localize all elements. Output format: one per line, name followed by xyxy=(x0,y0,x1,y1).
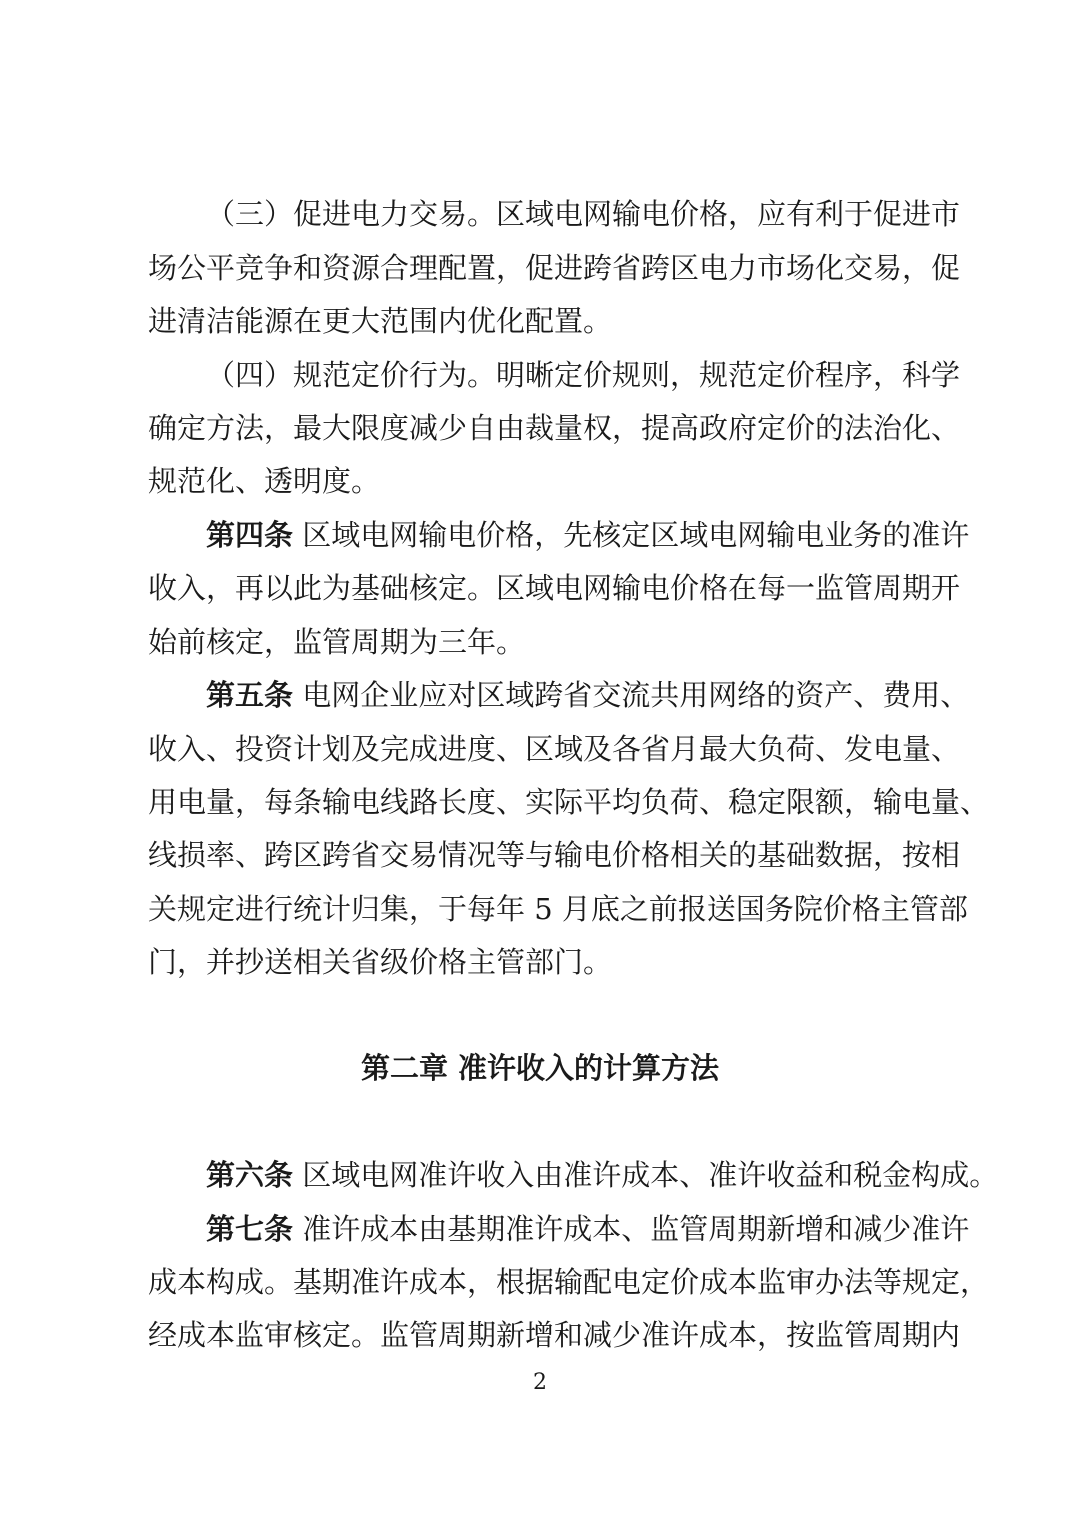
paragraph-3-line-1: （三）促进电力交易。区域电网输电价格，应有利于促进市 xyxy=(206,197,961,231)
article-5-line-3: 用电量，每条输电线路长度、实际平均负荷、稳定限额，输电量、 xyxy=(148,785,990,819)
paragraph-3-line-2: 场公平竞争和资源合理配置，促进跨省跨区电力市场化交易，促 xyxy=(148,251,961,285)
article-4-line-2: 收入，再以此为基础核定。区域电网输电价格在每一监管周期开 xyxy=(148,571,961,605)
article-5-line-4: 线损率、跨区跨省交易情况等与输电价格相关的基础数据，按相 xyxy=(148,838,961,872)
article-7-line-1 xyxy=(206,1209,970,1249)
page-number: 2 xyxy=(533,1370,547,1395)
paragraph-4-line-2: 确定方法，最大限度减少自由裁量权，提高政府定价的法治化、 xyxy=(148,411,961,445)
paragraph-3-line-3: 进清洁能源在更大范围内优化配置。 xyxy=(148,304,613,338)
chapter-title: 第二章 准许收入的计算方法 xyxy=(360,1051,720,1085)
article-7-text: 准许成本由基期准许成本、监管周期新增和减少准许 xyxy=(302,1212,970,1246)
article-7-line-3: 经成本监审核定。监管周期新增和减少准许成本，按监管周期内 xyxy=(148,1318,961,1352)
article-5-label: 第五条 xyxy=(206,678,294,712)
article-5-line-5: 关规定进行统计归集，于每年 5 月底之前报送国务院价格主管部 xyxy=(148,892,968,926)
article-4-line-1 xyxy=(206,515,970,555)
article-5-text: 电网企业应对区域跨省交流共用网络的资产、费用、 xyxy=(302,678,970,712)
article-6-text: 区域电网准许收入由准许成本、准许收益和税金构成。 xyxy=(302,1158,999,1192)
article-4-line-3: 始前核定，监管周期为三年。 xyxy=(148,625,526,659)
article-5-line-1 xyxy=(206,675,970,715)
paragraph-4-line-3: 规范化、透明度。 xyxy=(148,464,381,498)
article-4-text: 区域电网输电价格，先核定区域电网输电业务的准许 xyxy=(302,518,970,552)
article-6-label: 第六条 xyxy=(206,1158,294,1192)
article-4-label: 第四条 xyxy=(206,518,294,552)
paragraph-4-line-1: （四）规范定价行为。明晰定价规则，规范定价程序，科学 xyxy=(206,358,961,392)
article-5-line-2: 收入、投资计划及完成进度、区域及各省月最大负荷、发电量、 xyxy=(148,732,961,766)
article-6-line-1 xyxy=(206,1155,999,1195)
article-7-line-2: 成本构成。基期准许成本，根据输配电定价成本监审办法等规定， xyxy=(148,1265,990,1299)
article-5-line-6: 门，并抄送相关省级价格主管部门。 xyxy=(148,945,613,979)
article-7-label: 第七条 xyxy=(206,1212,294,1246)
